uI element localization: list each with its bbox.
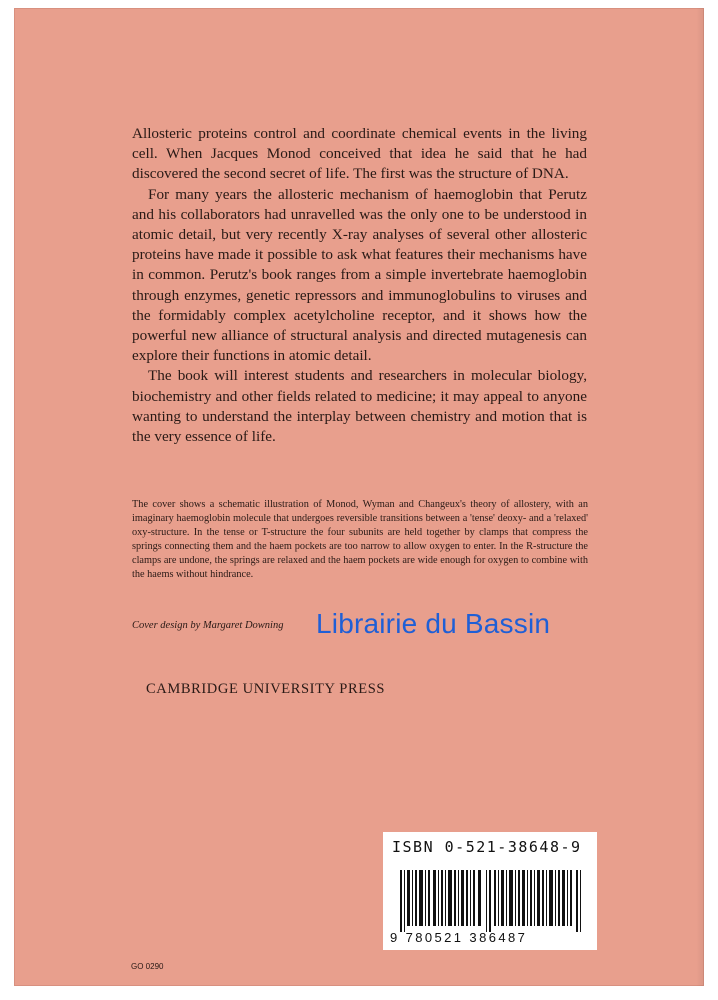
blurb-paragraph-1: Allosteric proteins control and coordinate chemical events in the living cell. When Jacques Monod conceived that idea he said that he had discovered the second secret of life. The first was the structure of DNA. — [132, 125, 587, 183]
cover-note-text: The cover shows a schematic illustration of Monod, Wyman and Changeux's theory of allostery, with an imaginary haemoglobin molecule that undergoes reversible transitions between a 'tense' deoxy- and a 'relaxed' oxy-structure. In the tense or T-structure the four subunits are held together by clamps that compress the springs connecting them and the haem pockets are too narrow to allow oxygen to enter. In the R-structure the clamps are undone, the springs are relaxed and the haem pockets are wide enough for oxygen to combine with the haems without hindrance. — [132, 499, 588, 580]
blurb-paragraph-3: The book will interest students and researchers in molecular biology, biochemistry and other fields related to medicine; it may appeal to anyone wanting to understand the interplay between chemistry and motion that is the very essence of life. — [132, 367, 587, 446]
blurb-text — [132, 124, 587, 447]
cover-credit: Cover design by Margaret Downing — [132, 620, 284, 631]
barcode-digits: 9 780521 386487 — [390, 930, 528, 945]
barcode-icon — [400, 870, 590, 932]
seller-watermark: Librairie du Bassin — [316, 608, 551, 639]
blurb-paragraph-2: For many years the allosteric mechanism of haemoglobin that Perutz and his collaborators had unravelled was the only one to be understood in atomic detail, but very recently X-ray analyses of several other allosteric proteins have made it possible to ask what features their mechanisms have in common. Perutz's book ranges from a simple invertebrate haemoglobin through enzymes, genetic repressors and immunoglobulins to viruses and the formidably complex acetylcholine receptor, and it shows how the powerful new alliance of structural analysis and directed mutagenesis can explore their functions in atomic detail. — [132, 185, 587, 365]
isbn-label: ISBN 0-521-38648-9 — [392, 838, 582, 856]
cover-note — [132, 498, 588, 582]
publisher-name: CAMBRIDGE UNIVERSITY PRESS — [146, 681, 386, 697]
product-code: GO 0290 — [131, 962, 164, 971]
